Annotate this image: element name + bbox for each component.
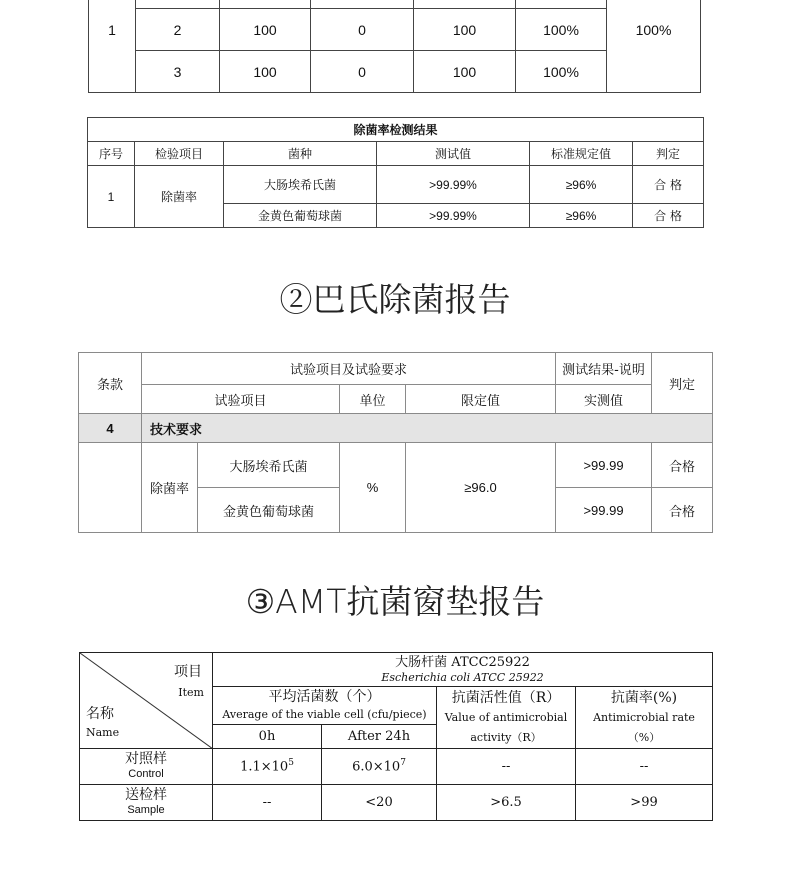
table-row: 4 技术要求 [79, 414, 713, 443]
section-title-pasteurization: ②巴氏除菌报告 [279, 280, 511, 319]
merged-rate: 100% [607, 0, 701, 93]
table-row: 送检样 Sample -- <20 >6.5 >99 [80, 785, 713, 821]
table-row: 金黄色葡萄球菌 >99.99 合格 [79, 488, 713, 533]
result-table-1 [88, 0, 701, 93]
sample-number: 1 [89, 0, 136, 93]
table-caption: 除菌率检测结果 [88, 118, 704, 142]
table-row: 1 除菌率 大肠埃希氏菌 >99.99% ≥96% 合 格 [88, 166, 704, 204]
section-title-amt: ③AMT抗菌窗垫报告 [245, 582, 545, 621]
table-row: 2 100 0 100 100% [89, 9, 701, 51]
table-header: 试验项目 单位 限定值 实测值 [79, 385, 713, 414]
table-row: 3 100 0 100 100% [89, 51, 701, 93]
table-header: 条款 试验项目及试验要求 测试结果-说明 判定 [79, 353, 713, 385]
table-row: 金黄色葡萄球菌 >99.99% ≥96% 合 格 [88, 204, 704, 228]
antimicrobial-table: 项目 Item 名称 Name 大肠杆菌 ATCC25922 Escherichia coli ATCC 25922 平均活菌数（个） Average of the viable cell (cfu/piece) 抗菌活性值（R） Value of antimicrobial activity（R） 抗菌率(%) Antimicrobial rate （%） 0h After 24h 对照样 Control $1.1\times 10^5$ $6.0\times 10^7$ -- -- 送检样 Sample -- <20 >6.5 >99 [79, 652, 713, 821]
table-header: 序号 检验项目 菌种 测试值 标准规定值 判定 [88, 142, 704, 166]
sterilization-rate-table [87, 117, 704, 228]
corner-header: 项目 Item 名称 Name [80, 653, 213, 749]
pasteurization-table [78, 352, 713, 533]
strain-header: 大肠杆菌 ATCC25922 Escherichia coli ATCC 25922 [213, 653, 713, 687]
table-row: 除菌率 大肠埃希氏菌 % ≥96.0 >99.99 合格 [79, 443, 713, 488]
table-row: 对照样 Control $1.1\times 10^5$ $6.0\times 10^7$ -- -- [80, 749, 713, 785]
table-row [89, 0, 701, 9]
